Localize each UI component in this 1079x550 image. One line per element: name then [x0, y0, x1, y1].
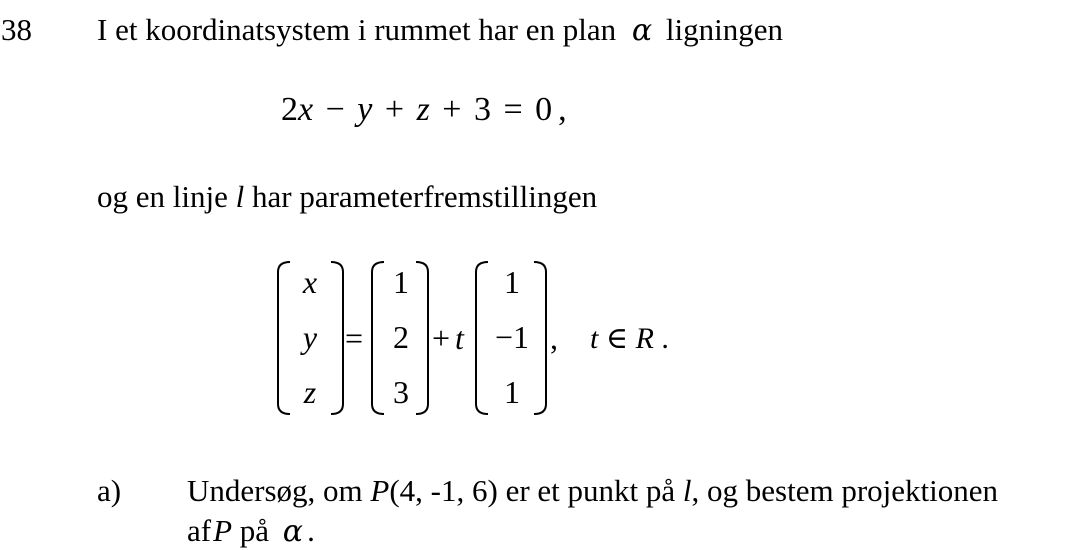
- plane-ref: α: [282, 514, 304, 549]
- problem-number: 38: [1, 12, 32, 47]
- lhs-vector: [292, 266, 328, 410]
- domain-statement: [590, 324, 669, 354]
- param-comma: ,: [550, 320, 558, 356]
- lhs-z: z: [303, 374, 317, 410]
- param-equals: =: [345, 320, 364, 356]
- dir-y: −1: [494, 319, 530, 355]
- equals-sign: =: [503, 91, 523, 128]
- coef-x: 2: [281, 91, 298, 128]
- lhs-x: x: [302, 264, 318, 300]
- part-a-label: a): [97, 473, 122, 508]
- rhs-value: 0: [535, 91, 553, 128]
- part-a-text-2: er et punkt på: [505, 473, 676, 508]
- domain-set: R: [635, 322, 654, 355]
- point-x: 1: [393, 264, 409, 300]
- right-paren-direction: [532, 260, 548, 416]
- var-y: y: [357, 91, 373, 128]
- point-vector: [386, 266, 416, 410]
- point-name-2: P: [213, 513, 233, 548]
- domain-var: t: [590, 322, 599, 355]
- intro-suffix: ligningen: [665, 12, 783, 47]
- line-intro-suffix: har parameterfremstillingen: [251, 179, 598, 214]
- lhs-y: y: [302, 319, 318, 355]
- part-a-text-6: .: [307, 513, 315, 548]
- right-paren-lhs: [329, 260, 345, 416]
- point-name: P: [370, 473, 390, 508]
- part-a-text-5: på: [239, 513, 270, 548]
- point-y: 2: [393, 319, 409, 355]
- dir-x: 1: [504, 264, 520, 300]
- intro-line: [97, 14, 783, 46]
- point-coords: (4, -1, 6): [389, 473, 498, 508]
- part-a-line-1: [187, 475, 998, 506]
- param-plus: +: [432, 320, 451, 356]
- domain-period: .: [661, 322, 669, 355]
- plane-symbol: α: [631, 13, 653, 48]
- direction-vector: [490, 266, 534, 410]
- line-symbol: l: [235, 179, 245, 214]
- element-of-symbol: ∈: [605, 322, 629, 355]
- trailing-comma: ,: [558, 91, 567, 128]
- var-x: x: [298, 91, 314, 128]
- plus-sign-1: +: [384, 91, 405, 128]
- intro-text: I et koordinatsystem i rummet har en plan: [97, 12, 617, 47]
- part-a-text-1: Undersøg, om: [187, 473, 363, 508]
- point-z: 3: [393, 374, 409, 410]
- part-a-text-3: , og bestem projektionen: [691, 473, 999, 508]
- plus-sign-2: +: [442, 91, 462, 128]
- part-a-text-4: af: [187, 513, 212, 548]
- part-a-line-2: [187, 515, 315, 547]
- var-z: z: [416, 91, 430, 128]
- left-paren-point: [370, 260, 386, 416]
- plane-equation: [281, 93, 567, 127]
- dir-z: 1: [504, 374, 520, 410]
- right-paren-point: [414, 260, 430, 416]
- constant-term: 3: [473, 91, 491, 128]
- left-paren-lhs: [276, 260, 292, 416]
- line-intro: [97, 181, 597, 212]
- param-t: t: [455, 320, 464, 356]
- line-intro-prefix: og en linje: [97, 179, 228, 214]
- minus-sign: −: [325, 91, 345, 128]
- left-paren-direction: [474, 260, 490, 416]
- line-ref: l: [682, 473, 692, 508]
